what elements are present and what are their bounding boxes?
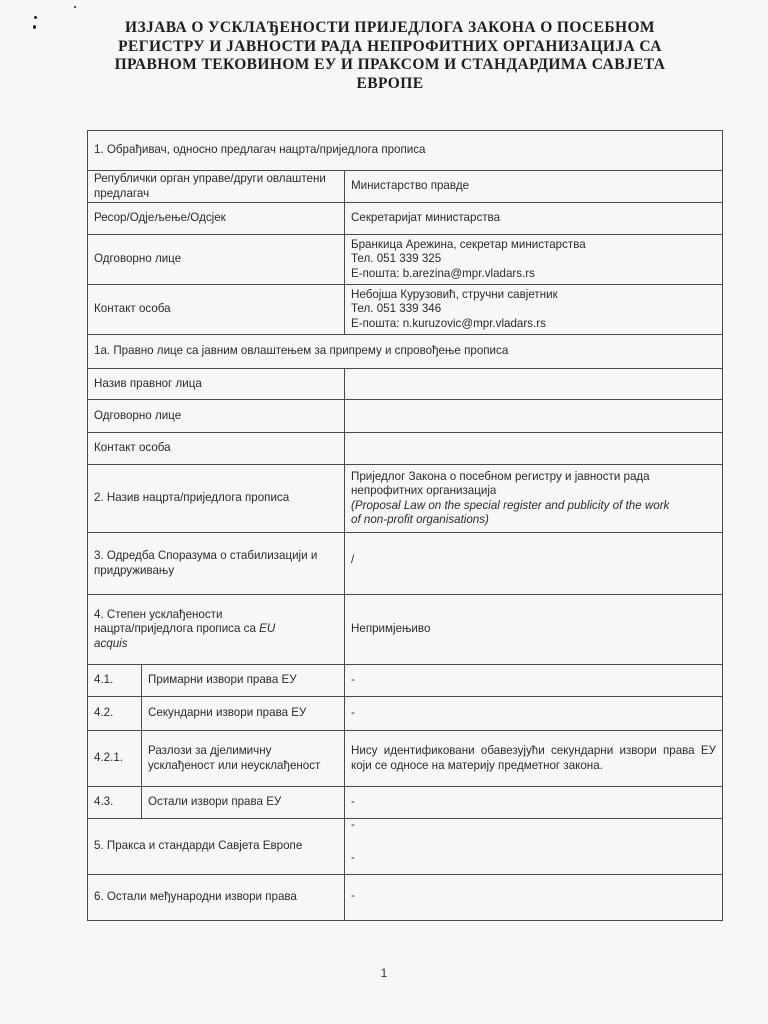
primary-sources-value: - (345, 665, 723, 697)
compliance-table (87, 130, 723, 921)
other-eu-sources-label: Остали извори права ЕУ (142, 787, 345, 819)
other-international-sources-label: 6. Остали међународни извори права (88, 875, 345, 921)
table-row (88, 400, 723, 433)
draft-name-value (345, 465, 723, 533)
authority-label: Републички орган управе/други овлаштени предлагач (88, 171, 345, 203)
responsible-person-label: Одговорно лице (88, 235, 345, 285)
department-label: Ресор/Одјељење/Одсјек (88, 203, 345, 235)
responsible-person-phone: Тел. 051 339 325 (351, 252, 442, 266)
responsible-person-value (345, 235, 723, 285)
table-row (88, 171, 723, 203)
page-number: 1 (380, 966, 388, 980)
row-number: 4.1. (88, 665, 142, 697)
contact-person-name: Небојша Курузовић, стручни савјетник (351, 287, 558, 301)
scan-mark (34, 16, 37, 19)
compliance-level-label-line: 4. Степен усклађености (94, 607, 223, 621)
contact-person-label: Контакт особа (88, 285, 345, 335)
coe-practice-value-top: - (351, 818, 355, 831)
contact-person-value (345, 285, 723, 335)
row-number: 4.2. (88, 697, 142, 731)
scan-mark (33, 25, 36, 29)
compliance-level-label (88, 595, 345, 665)
section-1a-header: 1а. Правно лице са јавним овлаштењем за припрему и спровођење прописа (88, 335, 723, 369)
row-number: 4.3. (88, 787, 142, 819)
table-row (88, 533, 723, 595)
title-line: ПРАВНОМ ТЕКОВИНОМ ЕУ И ПРАКСОМ И СТАНДАРДИМА САВЈЕТА (114, 56, 666, 73)
contact-person-phone: Тел. 051 339 346 (351, 302, 442, 316)
document-title (100, 19, 680, 93)
draft-name-label: 2. Назив нацрта/приједлога прописа (88, 465, 345, 533)
table-row (88, 369, 723, 400)
authority-value: Министарство правде (345, 171, 723, 203)
responsible-person-name: Бранкица Арежина, секретар министарства (351, 237, 586, 251)
coe-practice-label: 5. Пракса и стандарди Савјета Европе (88, 819, 345, 875)
other-international-sources-value: - (345, 875, 723, 921)
primary-sources-label: Примарни извори права ЕУ (142, 665, 345, 697)
secondary-sources-label: Секундарни извори права ЕУ (142, 697, 345, 731)
coe-practice-value-bottom: - (351, 850, 355, 864)
legal-entity-responsible-label: Одговорно лице (88, 400, 345, 433)
contact-person-email: Е-пошта: n.kuruzovic@mpr.vladars.rs (351, 316, 546, 330)
partial-compliance-reasons-label: Разлози за дјелимичну усклађеност или неусклађеност (142, 731, 345, 787)
section-1a-header-row (88, 335, 723, 369)
ssa-provision-label: 3. Одредба Споразума о стабилизацији и придруживању (88, 533, 345, 595)
responsible-person-email: Е-пошта: b.arezina@mpr.vladars.rs (351, 266, 535, 280)
table-row (88, 697, 723, 731)
table-row (88, 787, 723, 819)
table-row (88, 595, 723, 665)
legal-entity-name-label: Назив правног лица (88, 369, 345, 400)
compliance-level-label-line: нацрта/приједлога прописа са EU (94, 622, 276, 636)
draft-name-english-line: of non-profit organisations) (351, 513, 489, 526)
table-row (88, 285, 723, 335)
coe-practice-value (345, 819, 723, 875)
title-line: РЕГИСТРУ И ЈАВНОСТИ РАДА НЕПРОФИТНИХ ОРГАНИЗАЦИЈА СА (118, 37, 662, 55)
department-value: Секретаријат министарства (345, 203, 723, 235)
table-row (88, 465, 723, 533)
legal-entity-contact-value (345, 433, 723, 465)
table-row (88, 203, 723, 235)
scan-mark (74, 6, 76, 8)
section-1-header-row (88, 131, 723, 171)
table-row (88, 875, 723, 921)
row-number: 4.2.1. (88, 731, 142, 787)
table-row (88, 235, 723, 285)
legal-entity-name-value (345, 369, 723, 400)
partial-compliance-reasons-value: Нису идентификовани обавезујући секундарни извори права ЕУ који се односе на материју предметног закона. (345, 731, 723, 787)
ssa-provision-value: / (345, 533, 723, 595)
table-row (88, 433, 723, 465)
legal-entity-responsible-value (345, 400, 723, 433)
secondary-sources-value: - (345, 697, 723, 731)
compliance-level-label-line: acquis (94, 636, 128, 650)
table-row (88, 665, 723, 697)
legal-entity-contact-label: Контакт особа (88, 433, 345, 465)
title-line: ЕВРОПЕ (356, 74, 424, 92)
other-eu-sources-value: - (345, 787, 723, 819)
table-row (88, 819, 723, 875)
compliance-level-value: Непримјењиво (345, 595, 723, 665)
draft-name-line: Приједлог Закона о посебном регистру и јавности рада (351, 469, 650, 483)
table-row (88, 731, 723, 787)
draft-name-line: непрофитних организација (351, 484, 497, 497)
section-1-header: 1. Обрађивач, односно предлагач нацрта/приједлога прописа (88, 131, 723, 171)
title-line: ИЗЈАВА О УСКЛАЂЕНОСТИ ПРИЈЕДЛОГА ЗАКОНА О ПОСЕБНОМ (125, 19, 655, 36)
draft-name-english-line: (Proposal Law on the special register and publicity of the work (351, 498, 670, 512)
